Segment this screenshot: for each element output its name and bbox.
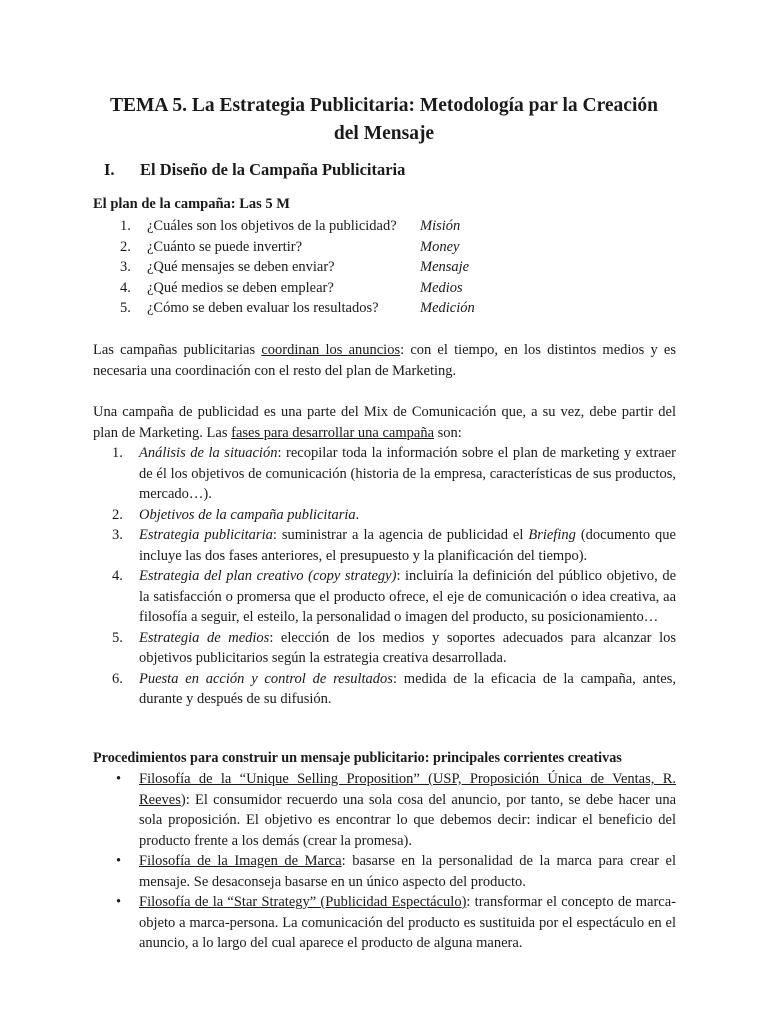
phases-list bbox=[112, 443, 676, 710]
bullet-icon: • bbox=[116, 894, 122, 910]
item-text bbox=[139, 443, 676, 505]
list-item bbox=[112, 892, 676, 954]
paragraph-text: : con el tiempo, en los distintos medios y es necesaria una coordinación con el resto del plan de Marketing. bbox=[93, 342, 676, 379]
list-item bbox=[112, 851, 676, 892]
list-item bbox=[112, 505, 676, 526]
item-text bbox=[139, 851, 676, 892]
item-m-label: Mensaje bbox=[420, 259, 470, 275]
item-m-label: Medios bbox=[420, 279, 463, 296]
list-item bbox=[112, 769, 676, 851]
item-m-label: Medición bbox=[420, 300, 475, 316]
phase-description: : incluiría la definición del público objetivo, de la satisfacción o promersa que el producto ofrece, el eje de comunicación o idea creativa, aa filosofía a seguir, el esteilo, la personalidad o imagen del producto, su posicionamiento… bbox=[139, 568, 676, 625]
item-text bbox=[139, 525, 676, 566]
paragraph-text: Una campaña de publicidad es una parte del Mix de Comunicación que, a su vez, debe partir del plan de Marketing. Las bbox=[93, 404, 676, 441]
title-line-2: del Mensaje bbox=[333, 123, 435, 144]
philosophy-description: : basarse en la personalidad de la marca para crear el mensaje. Se desaconseja basarse en un único aspecto del producto. bbox=[139, 853, 676, 890]
list-item bbox=[120, 298, 475, 319]
list-item bbox=[112, 525, 676, 566]
paragraph-phases-intro bbox=[93, 402, 676, 443]
list-item bbox=[112, 443, 676, 505]
phase-description: : elección de los medios y soportes adecuados para alcanzar los objetivos publicitarios según la estrategia creativa desarrollada. bbox=[139, 629, 676, 666]
title-line-1: TEMA 5. La Estrategia Publicitaria: Metodología par la Creación bbox=[110, 95, 658, 116]
item-question: ¿Cuáles son los objetivos de la publicidad? bbox=[147, 218, 397, 234]
underlined-term: fases para desarrollar una campaña bbox=[231, 424, 435, 441]
item-text bbox=[139, 769, 676, 851]
item-number: 2. bbox=[112, 506, 123, 523]
phase-description: : medida de la eficacia de la campaña, antes, durante y después de su difusión. bbox=[139, 670, 677, 707]
philosophy-name: Filosofía de la Imagen de Marca bbox=[139, 853, 342, 869]
item-text bbox=[139, 669, 676, 710]
list-item bbox=[120, 216, 475, 237]
item-m-label: Misión bbox=[420, 218, 461, 234]
procedures-heading: Procedimientos para construir un mensaje publicitario: principales corrientes creativas bbox=[93, 750, 622, 766]
section-heading bbox=[104, 160, 405, 180]
item-number: 4. bbox=[112, 568, 123, 584]
item-number: 6. bbox=[112, 670, 123, 687]
five-m-list bbox=[120, 216, 475, 319]
plan-heading: El plan de la campaña: Las 5 M bbox=[93, 196, 290, 212]
section-title: El Diseño de la Campaña Publicitaria bbox=[140, 160, 406, 179]
phase-name: Estrategia publicitaria bbox=[139, 527, 273, 543]
philosophy-description: : El consumidor recuerdo una sola cosa del anuncio, por tanto, se debe hacer una sola proposición. El objetivo es encontrar lo que debemos decir: indicar el beneficio del producto frente a los demás (crear la promesa). bbox=[139, 791, 676, 849]
phase-description: . bbox=[355, 506, 360, 523]
item-number: 3. bbox=[112, 527, 123, 543]
item-number: 1. bbox=[112, 445, 123, 461]
list-item bbox=[120, 237, 475, 258]
phase-name: Puesta en acción y control de resultados bbox=[139, 670, 393, 687]
phase-description: (documento que incluye las dos fases anteriores, el presupuesto y la planificación del tiempo). bbox=[139, 527, 676, 564]
item-m-label: Money bbox=[420, 238, 460, 255]
phase-name: Objetivos de la campaña publicitaria bbox=[139, 506, 356, 523]
phase-name: Estrategia de medios bbox=[139, 629, 270, 646]
bullet-icon: • bbox=[116, 771, 122, 787]
phase-description: : recopilar toda la información sobre el plan de marketing y extraer de él los objetivos de comunicación (historia de la empresa, características de sus productos, mercado…). bbox=[139, 445, 676, 502]
item-number: 2. bbox=[120, 238, 131, 255]
section-number: I. bbox=[104, 160, 115, 179]
philosophy-name: Filosofía de la “Unique Selling Proposition” (USP, Proposición Única de Ventas, R. Reeves) bbox=[139, 771, 676, 808]
philosophy-name: Filosofía de la “Star Strategy” (Publicidad Espectáculo) bbox=[139, 894, 467, 910]
phase-description: : suministrar a la agencia de publicidad el bbox=[272, 527, 529, 543]
phase-name: Estrategia del plan creativo (copy strategy) bbox=[139, 568, 397, 584]
list-item bbox=[120, 257, 475, 278]
item-text bbox=[139, 892, 676, 954]
item-number: 5. bbox=[112, 629, 123, 646]
paragraph-text: son: bbox=[434, 424, 462, 441]
list-item bbox=[112, 669, 676, 710]
philosophy-description: : transformar el concepto de marca-objeto a marca-persona. La comunicación del producto es sustituida por el espectáculo en el anuncio, a lo largo del cual aparece el producto de alguna manera. bbox=[139, 894, 676, 951]
page-title bbox=[70, 92, 698, 148]
underlined-term: coordinan los anuncios bbox=[261, 342, 401, 358]
item-number: 4. bbox=[120, 279, 131, 296]
item-question: ¿Cómo se deben evaluar los resultados? bbox=[147, 300, 379, 316]
item-question: ¿Qué mensajes se deben enviar? bbox=[147, 259, 335, 275]
briefing-term: Briefing bbox=[528, 527, 576, 543]
item-number: 1. bbox=[120, 218, 131, 234]
item-question: ¿Cuánto se puede invertir? bbox=[147, 238, 303, 255]
item-text bbox=[139, 566, 676, 628]
list-item bbox=[112, 566, 676, 628]
paragraph-text: Las campañas publicitarias bbox=[93, 342, 262, 358]
bullet-icon: • bbox=[116, 853, 122, 869]
list-item bbox=[112, 628, 676, 669]
item-number: 5. bbox=[120, 300, 131, 316]
phase-name: Análisis de la situación bbox=[139, 445, 278, 461]
list-item bbox=[120, 278, 475, 299]
creative-currents-list bbox=[112, 769, 676, 954]
paragraph-campaigns bbox=[93, 340, 676, 381]
item-question: ¿Qué medios se deben emplear? bbox=[147, 279, 334, 296]
item-text bbox=[139, 505, 676, 526]
item-number: 3. bbox=[120, 259, 131, 275]
item-text bbox=[139, 628, 676, 669]
